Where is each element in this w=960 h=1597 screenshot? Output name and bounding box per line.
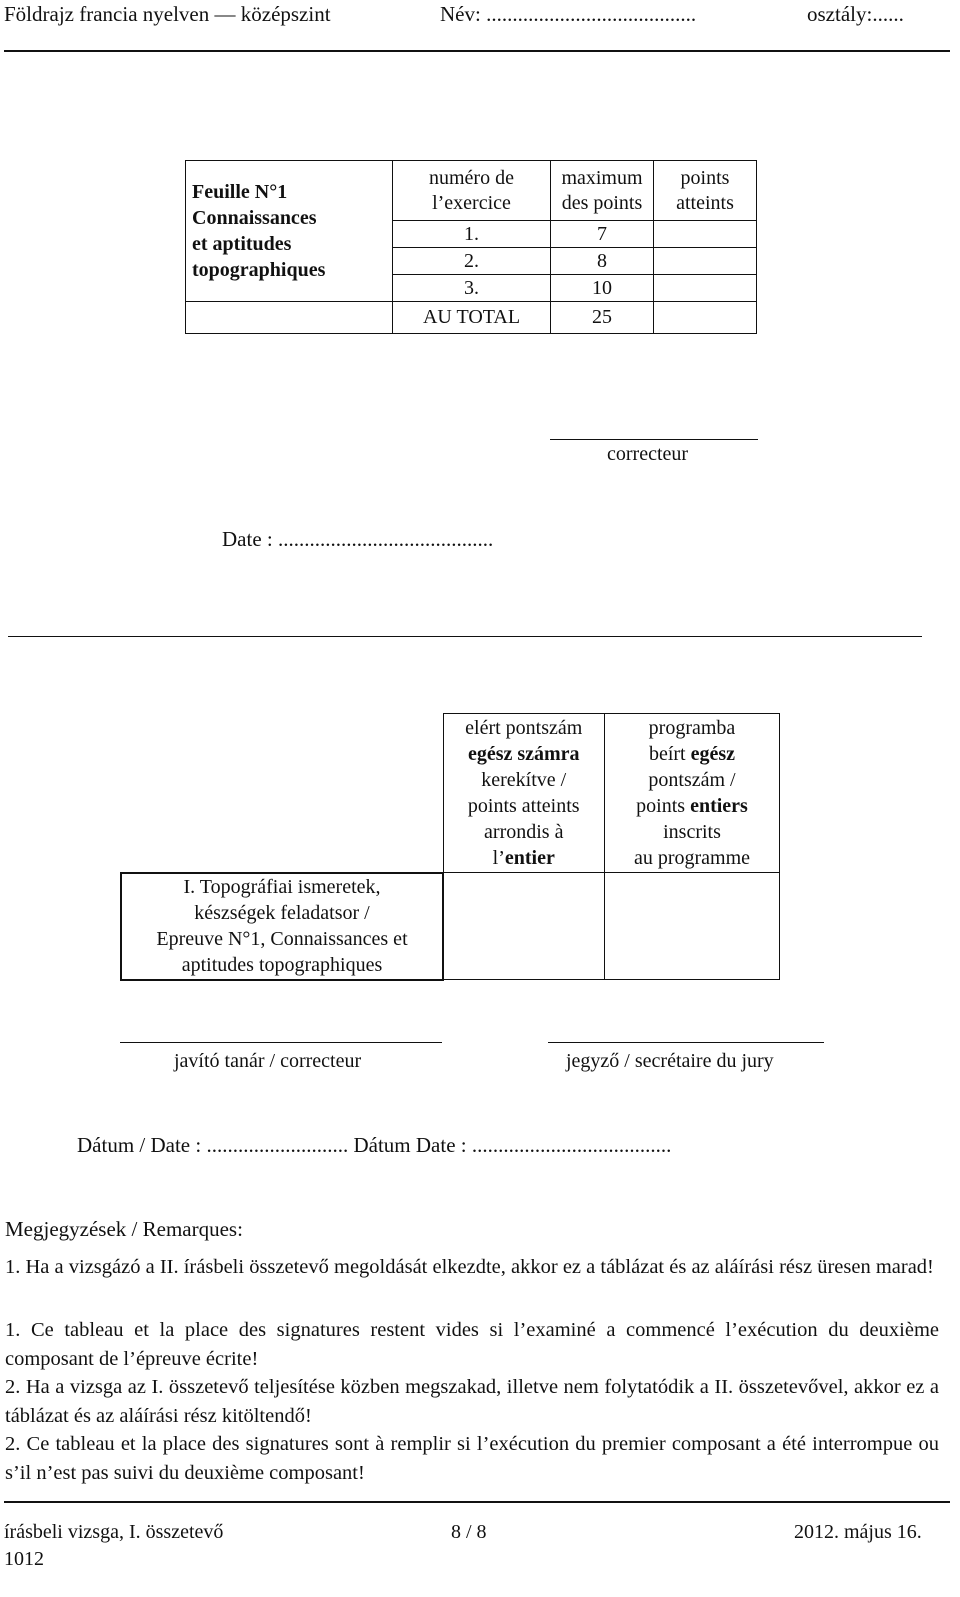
footer-page: 8 / 8 <box>451 1521 487 1543</box>
exercise-number: 3. <box>393 275 551 302</box>
col-exercise-header-line: numéro de <box>429 166 514 189</box>
exercise-obtained[interactable] <box>654 275 757 302</box>
correcteur-signature-line <box>550 439 758 440</box>
col-rounded-line: arrondis à <box>484 821 564 843</box>
col-rounded-header <box>443 714 605 873</box>
remark-item: 1. Ha a vizsgázó a II. írásbeli összetevő megoldását elkezdte, akkor ez a táblázat és az aláírási rész üresen marad! <box>5 1256 934 1278</box>
col-program-line: points entiers <box>636 795 748 817</box>
footer-date: 2012. május 16. <box>794 1521 922 1543</box>
exercise-number: 1. <box>393 221 551 248</box>
exercise-max: 10 <box>551 275 654 302</box>
epreuve-line: aptitudes topographiques <box>181 954 383 976</box>
remark-item: 1. Ce tableau et la place des signatures restent vides si l’examiné a commencé l’exécution du deuxième composant de l’épreuve écrite! <box>5 1319 939 1370</box>
col-program-header <box>605 714 780 873</box>
secretary-label: jegyző / secrétaire du jury <box>566 1050 774 1072</box>
sheet-title-line: et aptitudes <box>192 233 292 255</box>
rounded-points-cell[interactable] <box>443 873 605 980</box>
col-rounded-line: points atteints <box>467 795 580 817</box>
header-name-field: Név: ........................................ <box>440 2 697 26</box>
col-rounded-line: elért pontszám <box>465 717 583 739</box>
corrector-signature-line <box>120 1042 442 1043</box>
sheet-title-line: topographiques <box>192 259 326 281</box>
exercise-obtained[interactable] <box>654 221 757 248</box>
epreuve-line: készségek feladatsor / <box>194 902 370 924</box>
remarks-title: Megjegyzések / Remarques: <box>5 1217 243 1241</box>
col-program-line: programba <box>648 717 736 739</box>
total-row <box>186 302 757 334</box>
col-exercise-header <box>393 161 551 221</box>
col-max-header-line: maximum <box>561 166 643 189</box>
col-program-line: inscrits <box>663 821 721 843</box>
col-program-line: pontszám / <box>648 769 736 791</box>
total-max: 25 <box>551 302 654 334</box>
total-obtained[interactable] <box>654 302 757 334</box>
footer-rule <box>4 1501 950 1503</box>
col-program-line: beírt egész <box>648 743 736 765</box>
col-rounded-line: l’entier <box>492 847 555 869</box>
correcteur-label: correcteur <box>607 443 689 465</box>
header-rule <box>4 50 950 52</box>
header-class-field: osztály:...... <box>807 2 904 26</box>
score-table <box>185 160 757 334</box>
col-max-header <box>551 161 654 221</box>
sheet-title-cell <box>186 161 393 302</box>
col-obtained-header-line: atteints <box>676 191 734 214</box>
col-obtained-header <box>654 161 757 221</box>
epreuve-line: I. Topográfiai ismeretek, <box>183 876 381 898</box>
summary-table <box>120 713 780 981</box>
col-max-header-line: des points <box>561 191 643 214</box>
section-divider <box>8 636 922 637</box>
header-subject: Földrajz francia nyelven — középszint <box>4 2 331 26</box>
sheet-title-line: Connaissances <box>192 207 317 229</box>
exercise-max: 7 <box>551 221 654 248</box>
exercise-max: 8 <box>551 248 654 275</box>
date-field: Date : ......................................... <box>222 527 494 551</box>
signature-dates: Dátum / Date : ........................... Dátum Date : ...................................... <box>77 1133 672 1157</box>
col-program-line: au programme <box>633 847 751 869</box>
secretary-signature-line <box>548 1042 824 1043</box>
footer-exam: írásbeli vizsga, I. összetevő <box>4 1521 224 1543</box>
col-obtained-header-line: points <box>680 166 730 189</box>
sheet-title-line: Feuille N°1 <box>192 181 288 203</box>
col-exercise-header-line: l’exercice <box>432 191 511 214</box>
corrector-label: javító tanár / correcteur <box>174 1050 362 1072</box>
col-rounded-line: kerekítve / <box>481 769 567 791</box>
remark-item: 2. Ha a vizsga az I. összetevő teljesítése közben megszakad, illetve nem folytatódik a II. összetevővel, akkor ez a táblázat és az aláírási rész kitöltendő! <box>5 1376 939 1427</box>
epreuve-line: Epreuve N°1, Connaissances et <box>156 928 408 950</box>
remark-item: 2. Ce tableau et la place des signatures sont à remplir si l’exécution du premier composant a été interrompue ou s’il n’est pas suivi du deuxième composant! <box>5 1433 939 1484</box>
col-rounded-line: egész számra <box>467 743 580 765</box>
epreuve-label <box>121 873 443 980</box>
exercise-number: 2. <box>393 248 551 275</box>
exercise-obtained[interactable] <box>654 248 757 275</box>
program-points-cell[interactable] <box>605 873 780 980</box>
total-label: AU TOTAL <box>393 302 551 334</box>
footer-code: 1012 <box>4 1548 44 1570</box>
